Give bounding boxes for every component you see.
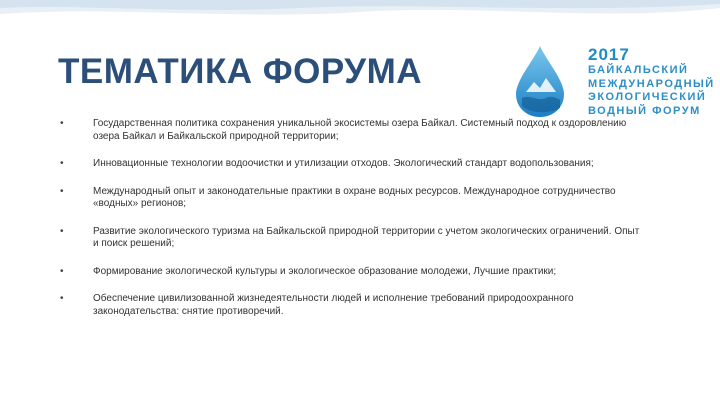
bullet-marker: • [60,265,64,277]
topic-text: Государственная политика сохранения уникальной экосистемы озера Байкал. Системный подход к оздоровлению озера Байкал и Байкальской природной территории; [93,118,627,142]
bullet-marker: • [60,225,64,237]
bullet-marker: • [60,158,64,169]
water-drop-icon [512,44,568,119]
page-title: ТЕМАТИКА ФОРУМА [58,52,422,91]
logo-line: МЕЖДУНАРОДНЫЙ [588,77,715,90]
bullet-marker: • [60,293,64,304]
top-wave-decoration [0,0,720,30]
topic-list [60,118,640,318]
logo-line: ЭКОЛОГИЧЕСКИЙ [588,91,707,103]
topic-item [60,158,640,171]
logo-line: ВОДНЫЙ ФОРУМ [588,104,701,117]
logo-year: 2017 [588,45,630,64]
topic-text: Обеспечение цивилизованной жизнедеятельности людей и исполнение требований природоохранного законодательства: снятие противоречий. [93,293,574,317]
topic-item [60,118,640,143]
bullet-marker: • [60,118,64,129]
topic-text: Развитие экологического туризма на Байкальской природной территории с учетом экологических ограничений. Опыт и поиск решений; [93,225,640,249]
topic-item [60,186,640,211]
logo-line: БАЙКАЛЬСКИЙ [588,64,689,76]
bullet-marker: • [60,185,64,197]
topic-item [60,293,640,318]
forum-logo-text [588,46,715,118]
topic-text: Инновационные технологии водоочистки и утилизации отходов. Экологический стандарт водопользования; [93,158,594,169]
topic-text: Формирование экологической культуры и экологическое образование молодежи, Лучшие практики; [93,265,557,277]
topic-text: Международный опыт и законодательные практики в охране водных ресурсов. Международное сотрудничество «водных» регионов; [93,185,616,209]
topic-item [60,266,640,279]
topic-item [60,226,640,251]
